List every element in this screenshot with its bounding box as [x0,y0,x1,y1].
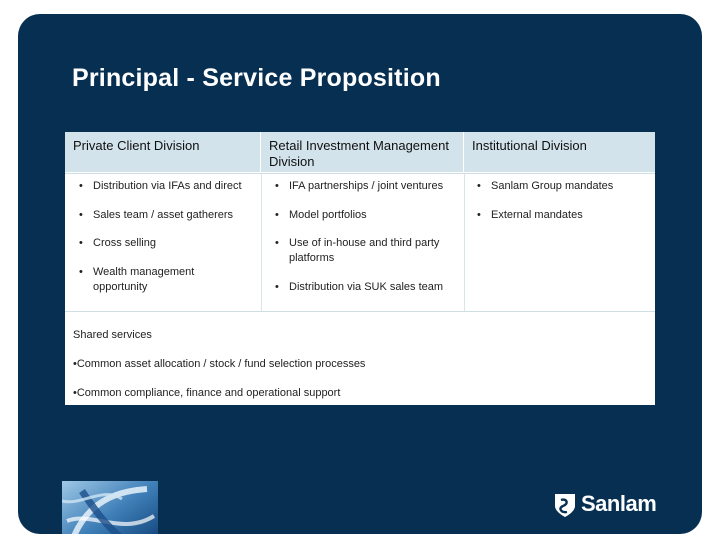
list-item: • Model portfolios [275,209,367,221]
column-retail-investment [261,173,465,311]
header-institutional: Institutional Division [464,132,655,172]
shared-services-line: •Common asset allocation / stock / fund selection processes [73,358,366,370]
header-retail-investment: Retail Investment Management Division [261,132,463,172]
sanlam-shield-icon [553,492,577,518]
shared-services-line: •Common compliance, finance and operational support [73,387,341,399]
header-private-client: Private Client Division [65,132,260,172]
shared-services-title: Shared services [73,329,152,341]
brand-name: Sanlam [581,491,657,516]
proposition-table [65,132,655,405]
sanlam-logo [553,490,663,520]
slide [18,14,702,534]
row-divider [65,173,655,174]
slide-title: Principal - Service Proposition [72,64,441,92]
shared-services [65,311,655,405]
blue-swirl-logo-icon [62,481,158,534]
list-item: • Wealth management opportunity [79,266,195,293]
list-item: • External mandates [477,209,583,221]
list-item: • Cross selling [79,237,156,249]
column-private-client [65,173,260,311]
column-institutional [464,173,655,311]
list-item: • Sanlam Group mandates [477,180,614,192]
list-item: • Use of in-house and third party platforms [275,237,440,264]
list-item: • Distribution via SUK sales team [275,281,444,293]
list-item: • Distribution via IFAs and direct [79,180,242,192]
table-body [65,173,655,311]
list-item: • Sales team / asset gatherers [79,209,234,221]
list-item: • IFA partnerships / joint ventures [275,180,444,192]
